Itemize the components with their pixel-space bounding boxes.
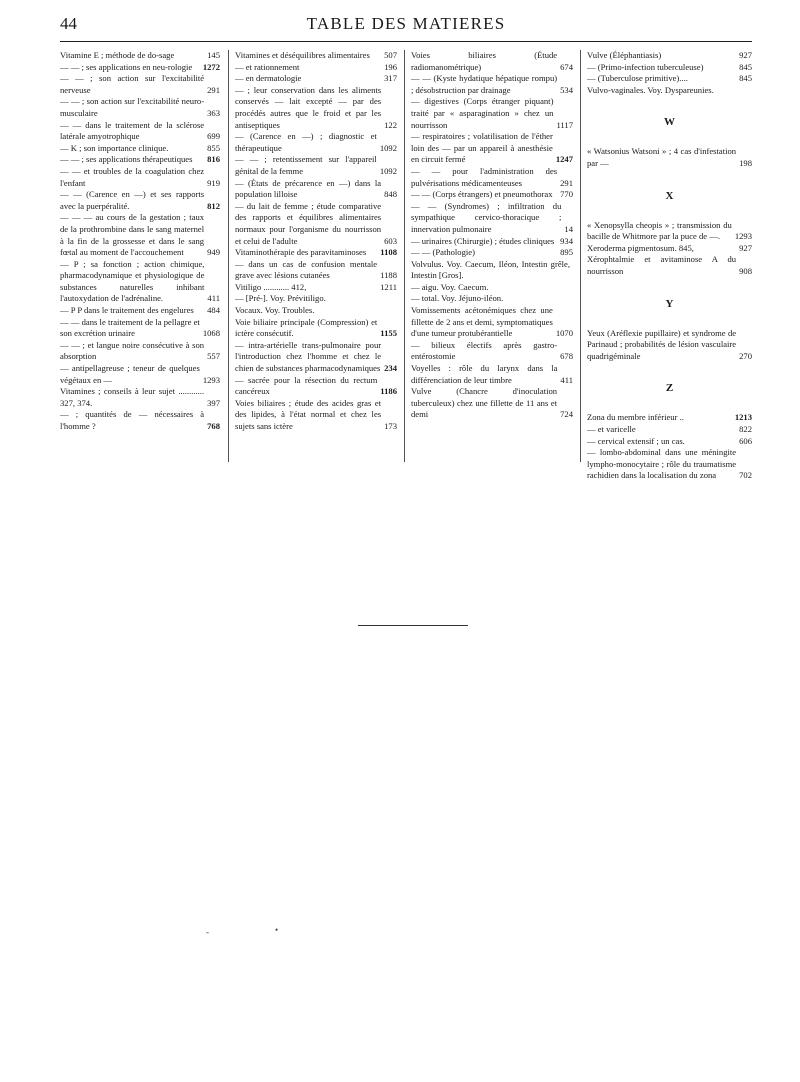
page-reference: 674 [560, 61, 573, 72]
entry-text: — ; leur conservation dans les aliments conservés — lait excepté — par des procédés autres que le froid et par les antiseptiques [235, 84, 382, 130]
page-reference: 1068 [202, 328, 220, 339]
page-reference: 908 [739, 265, 752, 276]
index-entry [587, 220, 752, 243]
page-reference: 845 [739, 73, 752, 84]
index-entry [235, 259, 397, 282]
page-reference: 812 [207, 200, 220, 211]
index-entry [235, 201, 397, 247]
index-entry [411, 131, 573, 166]
index-entry [411, 201, 573, 236]
entry-text: — — pour l'administration des pulvérisations médicamenteuses [411, 165, 558, 188]
page-reference: 768 [207, 421, 220, 431]
page-reference: 1272 [202, 61, 220, 72]
entry-text: Yeux (Aréflexie pupillaire) et syndrome de Parinaud ; probabilités de lésion vasculaire quadrigéminale [587, 327, 737, 361]
page-reference: 1247 [555, 154, 573, 165]
entry-text: Voies biliaires (Étude radiomanométrique) [411, 50, 558, 72]
page-reference: 122 [384, 119, 397, 130]
index-entry [411, 189, 573, 201]
page-reference: 822 [739, 423, 752, 434]
index-entry [60, 73, 220, 96]
page-reference: 1092 [379, 165, 397, 176]
end-rule [358, 625, 468, 626]
page-reference: 603 [384, 235, 397, 246]
index-entry [587, 50, 752, 62]
entry-text: Vomissements acétonémiques chez une fillette de 2 ans et demi, symptomatiques d'une tumeur protubérantielle [411, 305, 553, 339]
page-reference: 919 [207, 177, 220, 188]
page-reference: 1117 [556, 119, 573, 130]
page-reference: 397 [207, 397, 220, 408]
entry-text: Xeroderma pigmentosum. 845, [587, 242, 694, 253]
page-reference: 484 [207, 305, 220, 316]
index-entry [60, 317, 220, 340]
index-entry [235, 293, 397, 305]
page-reference: 845 [739, 61, 752, 72]
index-entry [587, 447, 752, 482]
index-entry [235, 305, 397, 317]
column-divider [228, 50, 229, 462]
page-reference: 198 [739, 157, 752, 168]
entry-text: — — (Carence en —) et ses rapports avec la puerpéralité. [60, 189, 205, 211]
entry-text: — K ; son importance clinique. [60, 142, 169, 153]
page-reference: 270 [739, 350, 752, 361]
index-entry [60, 143, 220, 155]
index-entry [60, 409, 220, 432]
index-entry [587, 328, 752, 363]
entry-text: Vitiligo ............ 412, [235, 281, 307, 292]
entry-text: — urinaires (Chirurgie) ; études cliniques [411, 235, 555, 246]
index-entry [411, 282, 573, 294]
index-entry [235, 62, 397, 74]
entry-text: — — ; et langue noire consécutive à son absorption [60, 339, 205, 362]
entry-text: Vulve (Éléphantiasis) [587, 50, 662, 60]
index-entry [60, 154, 220, 166]
entry-text: — — (Syndromes) ; infiltration du sympathique cervico-thoracique ; innervation pulmonaire [411, 200, 562, 234]
column-divider [404, 50, 405, 462]
entry-text: Vitaminothérapie des paravitaminoses [235, 247, 367, 258]
index-entry [60, 50, 220, 62]
entry-text: « Watsonius Watsoni » ; 4 cas d'infestation par — [587, 146, 737, 168]
entry-text: — P P dans le traitement des engelures [60, 305, 194, 316]
index-entry [411, 50, 573, 73]
entry-text: — — (Corps étrangers) et pneumothorax [411, 189, 553, 200]
page-reference: 1108 [380, 247, 397, 258]
page-reference: 1092 [379, 142, 397, 153]
index-entry [60, 212, 220, 258]
entry-text: Voie biliaire principale (Compression) et ictère consécutif. [235, 316, 378, 339]
index-column-2 [235, 50, 397, 470]
page-number: 44 [60, 14, 77, 33]
index-entry [235, 317, 397, 340]
entry-text: Volvulus. Voy. Caecum, Iléon, Intestin grêle, Intestin [Gros]. [411, 258, 570, 281]
page-reference: 507 [384, 50, 397, 60]
entry-text: — et varicelle [587, 423, 636, 434]
index-entry [411, 340, 573, 363]
index-entry [60, 305, 220, 317]
entry-text: Voyelles : rôle du larynx dans la différenciation de leur timbre [411, 363, 558, 385]
index-entry [235, 85, 397, 131]
index-entry [60, 62, 220, 74]
index-entry [60, 120, 220, 143]
page-reference: 196 [384, 61, 397, 72]
entry-text: Vocaux. Voy. Troubles. [235, 305, 315, 316]
page-reference: 291 [207, 84, 220, 95]
index-entry [587, 85, 752, 97]
section-letter: Z [665, 382, 674, 395]
index-entry [60, 189, 220, 212]
entry-text: — — ; retentissement sur l'appareil génital de la femme [235, 154, 377, 176]
entry-text: — P ; sa fonction ; action chimique, pharmacodynamique et physiologique de substances naturelles inhibant l'autoxydation de l'adrénaline. [60, 258, 205, 304]
page-reference: 411 [560, 374, 573, 385]
entry-text: — — (Kyste hydatique hépatique rompu) ; désobstruction par drainage [411, 73, 558, 95]
index-entry [587, 412, 752, 424]
index-entry [60, 166, 220, 189]
page-reference: 606 [739, 435, 752, 446]
page-reference: 14 [564, 223, 573, 234]
page-reference: 1188 [380, 270, 397, 281]
page-reference: 234 [384, 363, 397, 374]
entry-text: — ; quantités de — nécessaires à l'homme ? [60, 409, 205, 431]
page-header [60, 14, 752, 40]
page-reference: 724 [560, 409, 573, 420]
entry-text: — — et troubles de la coagulation chez l'enfant [60, 165, 205, 188]
entry-text: — — ; ses applications thérapeutiques [60, 154, 193, 165]
entry-text: — — ; son action sur l'excitabilité neuro-musculaire [60, 96, 205, 118]
page-reference: 848 [384, 189, 397, 200]
index-entry [411, 259, 573, 282]
section-letter: X [665, 189, 674, 202]
page-reference: 699 [207, 131, 220, 142]
entry-text: — — (Pathologie) [411, 247, 475, 258]
entry-text: Vitamines ; conseils à leur sujet ............ 327, 374. [60, 386, 205, 408]
column-divider [580, 50, 581, 462]
page-reference: 557 [207, 351, 220, 362]
index-entry [235, 50, 397, 62]
page-reference: 1186 [380, 386, 397, 397]
index-entry [411, 166, 573, 189]
entry-text: Zona du membre inférieur .. [587, 412, 684, 423]
entry-text: — en dermatologie [235, 73, 302, 84]
entry-text: — du lait de femme ; étude comparative des rapports et équilibres alimentaires normaux pour l'organisme du nourrisson et celui de l'adulte [235, 200, 382, 246]
entry-text: — antipellagreuse ; teneur de quelques végétaux en — [60, 363, 200, 385]
index-entry [411, 247, 573, 259]
page-reference: 145 [207, 50, 220, 60]
index-column-3 [411, 50, 573, 470]
index-entry [411, 293, 573, 305]
index-entry [411, 305, 573, 340]
index-entry [587, 62, 752, 74]
page-reference: 1293 [202, 374, 220, 385]
entry-text: — aigu. Voy. Caecum. [411, 281, 489, 292]
page-mark: - [206, 927, 209, 937]
index-entry [235, 154, 397, 177]
index-columns [60, 50, 752, 481]
entry-text: Vitamine E ; méthode de do-sage [60, 50, 175, 60]
entry-text: — dans un cas de confusion mentale grave avec lésions cutanées [235, 258, 378, 281]
page-reference: 816 [207, 154, 220, 165]
entry-text: — intra-artérielle trans-pulmonaire pour l'introduction chez l'homme et chez le chien de substances pharmacodynamiques [235, 339, 382, 374]
entry-text: — total. Voy. Jéjuno-iléon. [411, 293, 504, 304]
page-reference: 317 [384, 73, 397, 84]
entry-text: Vulve (Chancre d'inoculation tuberculeux) chez une fillette de 11 ans et demi [411, 386, 558, 420]
entry-text: — et rationnement [235, 61, 300, 72]
index-entry [587, 254, 752, 277]
index-entry [235, 247, 397, 259]
entry-text: — bilieux électifs après gastro-entérostomie [411, 339, 558, 362]
entry-text: — (Carence en —) ; diagnostic et thérapeutique [235, 131, 377, 153]
page-reference: 291 [560, 177, 573, 188]
index-entry [60, 386, 220, 409]
page-mark: • [275, 925, 279, 935]
page-reference: 1213 [734, 412, 752, 423]
page-reference: 1155 [380, 328, 397, 339]
entry-text: — respiratoires ; volatilisation de l'éther loin des — par un appareil à anesthésie en circuit fermé [411, 131, 553, 165]
index-entry [411, 363, 573, 386]
index-entry [235, 375, 397, 398]
index-entry [587, 146, 752, 169]
entry-text: — — — au cours de la gestation ; taux de la prothrombine dans le sang maternel à la fin de la grossesse et dans le sang fœtal au moment de l'accouchement [60, 212, 205, 258]
entry-text: — (États de précarence en —) dans la population lilloise [235, 177, 382, 200]
index-entry [587, 424, 752, 436]
page-reference: 173 [384, 421, 397, 431]
entry-text: — cervical extensif ; un cas. [587, 435, 685, 446]
index-entry [411, 386, 573, 421]
index-entry [60, 340, 220, 363]
page-reference: 1211 [380, 281, 397, 292]
page-reference: 949 [207, 247, 220, 258]
index-entry [235, 73, 397, 85]
page-reference: 855 [207, 142, 220, 153]
index-entry [60, 259, 220, 305]
entry-text: — [Pré-]. Voy. Prévitiligo. [235, 293, 326, 304]
entry-text: Xérophtalmie et avitaminose A du nourrisson [587, 254, 737, 276]
section-letter: W [664, 116, 675, 129]
entry-text: — — ; ses applications en neu-rologie [60, 61, 193, 72]
index-entry [587, 436, 752, 448]
index-entry [235, 340, 397, 375]
page-reference: 1070 [555, 328, 573, 339]
page-reference: 770 [560, 189, 573, 200]
entry-text: — sacrée pour la résection du rectum cancéreux [235, 374, 378, 397]
index-entry [235, 178, 397, 201]
page-reference: 411 [207, 293, 220, 304]
index-entry [235, 131, 397, 154]
index-entry [411, 96, 573, 131]
index-entry [60, 96, 220, 119]
page-title: TABLE DES MATIERES [306, 14, 506, 33]
index-entry [411, 236, 573, 248]
index-entry [587, 73, 752, 85]
entry-text: — — ; son action sur l'excitabilité nerveuse [60, 73, 205, 95]
entry-text: — (Tuberculose primitive).... [587, 73, 688, 84]
entry-text: Voies biliaires ; étude des acides gras et des lipides, à l'état normal et chez les sujets sans ictère [235, 397, 382, 431]
page-reference: 927 [739, 242, 752, 253]
index-entry [235, 282, 397, 294]
entry-text: « Xenopsylla cheopis » ; transmission du bacille de Whitmore par la puce de —. [587, 219, 732, 242]
page-reference: 1293 [734, 231, 752, 242]
page-reference: 678 [560, 351, 573, 362]
page-reference: 534 [560, 84, 573, 95]
entry-text: Vulvo-vaginales. Voy. Dyspareunies. [587, 84, 714, 95]
page-reference: 702 [739, 470, 752, 481]
entry-text: — — dans le traitement de la sclérose latérale amyotrophique [60, 119, 205, 142]
entry-text: — — dans le traitement de la pellagre et son excrétion urinaire [60, 316, 200, 339]
header-rule [60, 41, 752, 42]
index-entry [235, 398, 397, 433]
entry-text: Vitamines et déséquilibres alimentaires [235, 50, 370, 60]
index-column-4 [587, 50, 752, 481]
section-letter: Y [665, 297, 674, 310]
index-entry [587, 243, 752, 255]
page-reference: 895 [560, 247, 573, 258]
entry-text: — lombo-abdominal dans une méningite lympho-monocytaire ; rôle du traumatisme rachidien dans la localisation du zona [587, 447, 737, 481]
entry-text: — digestives (Corps étranger piquant) traité par « asparagination » chez un nourrisson [411, 96, 554, 130]
page-reference: 363 [207, 107, 220, 118]
page-reference: 927 [739, 50, 752, 60]
entry-text: — (Primo-infection tuberculeuse) [587, 61, 704, 72]
index-entry [60, 363, 220, 386]
page-reference: 934 [560, 235, 573, 246]
index-entry [411, 73, 573, 96]
index-column-1 [60, 50, 220, 470]
